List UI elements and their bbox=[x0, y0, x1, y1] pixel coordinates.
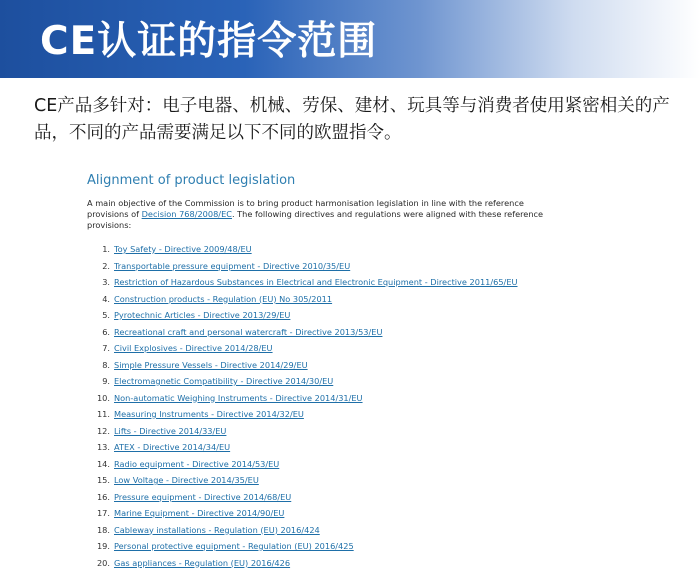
list-item-number: 19. bbox=[96, 541, 110, 551]
list-item bbox=[88, 307, 608, 324]
list-item-number: 13. bbox=[96, 442, 110, 452]
legislation-link[interactable]: Low Voltage - Directive 2014/35/EU bbox=[114, 475, 259, 485]
legislation-link[interactable]: Pyrotechnic Articles - Directive 2013/29/EU bbox=[114, 310, 291, 320]
description-text-before: A main objective of the Commission is to bring product harmonisation legislation in line with the reference provisions of bbox=[87, 198, 524, 219]
legislation-list bbox=[88, 241, 608, 571]
legislation-link[interactable]: Marine Equipment - Directive 2014/90/EU bbox=[114, 508, 285, 518]
list-item-number: 3. bbox=[102, 277, 110, 287]
list-item bbox=[88, 373, 608, 390]
list-item bbox=[88, 472, 608, 489]
decision-link[interactable]: Decision 768/2008/EC bbox=[141, 209, 232, 219]
list-item-number: 12. bbox=[96, 425, 110, 436]
list-item bbox=[88, 489, 608, 506]
list-item-number: 5. bbox=[102, 310, 110, 320]
list-item-number: 16. bbox=[96, 491, 110, 502]
description-text-after: . The following directives and regulations were aligned with these reference provisions: bbox=[87, 209, 544, 230]
list-item bbox=[88, 423, 608, 440]
legislation-link[interactable]: Electromagnetic Compatibility - Directive 2014/30/EU bbox=[114, 376, 334, 386]
title-banner bbox=[0, 0, 700, 78]
list-item-number: 7. bbox=[102, 343, 110, 353]
page-title: CE认证的指令范围 bbox=[40, 19, 378, 64]
list-item bbox=[88, 522, 608, 539]
list-item bbox=[88, 390, 608, 407]
list-item bbox=[88, 241, 608, 258]
list-item bbox=[88, 538, 608, 555]
list-item bbox=[88, 505, 608, 522]
list-item bbox=[88, 274, 608, 291]
legislation-link[interactable]: Gas appliances - Regulation (EU) 2016/426 bbox=[114, 557, 291, 568]
list-item-number: 9. bbox=[102, 376, 110, 386]
legislation-link[interactable]: Non-automatic Weighing Instruments - Directive 2014/31/EU bbox=[114, 392, 363, 403]
legislation-link[interactable]: Radio equipment - Directive 2014/53/EU bbox=[114, 458, 280, 469]
list-item bbox=[88, 324, 608, 341]
section-description bbox=[87, 198, 567, 231]
legislation-link[interactable]: Personal protective equipment - Regulation (EU) 2016/425 bbox=[114, 541, 354, 551]
list-item-number: 14. bbox=[96, 458, 110, 469]
list-item bbox=[88, 258, 608, 275]
list-item-number: 11. bbox=[96, 409, 110, 419]
list-item-number: 10. bbox=[96, 392, 110, 403]
list-item bbox=[88, 555, 608, 572]
list-item-number: 15. bbox=[96, 475, 110, 485]
list-item-number: 1. bbox=[102, 244, 110, 254]
legislation-panel bbox=[60, 160, 660, 578]
list-item-number: 18. bbox=[96, 524, 110, 535]
list-item bbox=[88, 439, 608, 456]
intro-paragraph: CE产品多针对：电子电器、机械、劳保、建材、玩具等与消费者使用紧密相关的产品，不同的产品需要满足以下不同的欧盟指令。 bbox=[34, 96, 670, 143]
legislation-link[interactable]: Cableway installations - Regulation (EU) 2016/424 bbox=[114, 524, 320, 535]
list-item-number: 4. bbox=[102, 293, 110, 304]
list-item bbox=[88, 291, 608, 308]
list-item-number: 17. bbox=[96, 508, 110, 518]
legislation-link[interactable]: Restriction of Hazardous Substances in Electrical and Electronic Equipment - Directive 2011/65/EU bbox=[114, 277, 518, 287]
legislation-link[interactable]: Simple Pressure Vessels - Directive 2014/29/EU bbox=[114, 359, 308, 370]
legislation-link[interactable]: ATEX - Directive 2014/34/EU bbox=[114, 442, 231, 452]
legislation-link[interactable]: Civil Explosives - Directive 2014/28/EU bbox=[114, 343, 273, 353]
legislation-link[interactable]: Pressure equipment - Directive 2014/68/EU bbox=[114, 491, 292, 502]
legislation-link[interactable]: Measuring Instruments - Directive 2014/32/EU bbox=[114, 409, 304, 419]
list-item-number: 20. bbox=[96, 557, 110, 568]
legislation-link[interactable]: Construction products - Regulation (EU) No 305/2011 bbox=[114, 293, 333, 304]
list-item-number: 2. bbox=[102, 260, 110, 271]
list-item bbox=[88, 456, 608, 473]
list-item bbox=[88, 340, 608, 357]
list-item bbox=[88, 406, 608, 423]
legislation-link[interactable]: Toy Safety - Directive 2009/48/EU bbox=[114, 244, 252, 254]
list-item bbox=[88, 357, 608, 374]
section-heading: Alignment of product legislation bbox=[87, 173, 296, 188]
legislation-link[interactable]: Recreational craft and personal watercraft - Directive 2013/53/EU bbox=[114, 326, 383, 337]
legislation-link[interactable]: Lifts - Directive 2014/33/EU bbox=[114, 425, 227, 436]
legislation-link[interactable]: Transportable pressure equipment - Directive 2010/35/EU bbox=[114, 260, 351, 271]
list-item-number: 8. bbox=[102, 359, 110, 370]
list-item-number: 6. bbox=[102, 326, 110, 337]
